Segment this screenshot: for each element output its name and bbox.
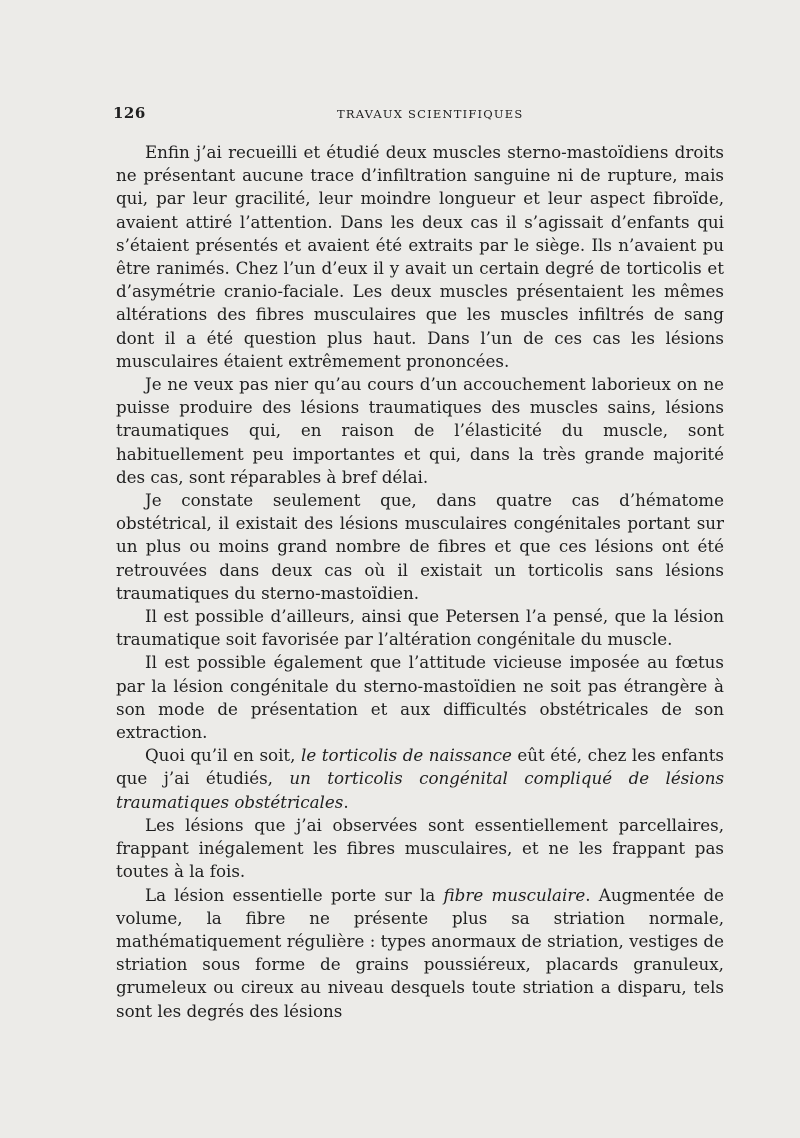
paragraph-8 [116,884,724,1023]
paragraph-4: Il est possible d’ailleurs, ainsi que Petersen l’a pensé, que la lésion traumatique soit favorisée par l’altération congénitale du muscle. [116,606,724,650]
running-title: TRAVAUX SCIENTIFIQUES [337,107,524,121]
paragraph-8-text-a: La lésion essentielle porte sur la [145,884,444,905]
paragraph-8-text-b: . Augmentée de volume, la fibre ne présente plus sa striation normale, mathématiquement régulière : types anormaux de striation, vestiges de striation sous forme de grains poussiéreux, placards granuleux, grumeleux ou cireux au niveau desquels toute striation a disparu, tels sont les degrés des lésions [116,884,724,1021]
italic-term-fibre-musculaire: fibre musculaire [443,884,586,905]
paragraph-7: Les lésions que j’ai observées sont essentiellement parcellaires, frappant inégalement les fibres musculaires, et ne les frappant pas toutes à la fois. [116,814,724,882]
paragraph-1: Enfin j’ai recueilli et étudié deux muscles sterno-mastoïdiens droits ne présentant aucune trace d’infiltration sanguine ni de rupture, mais qui, par leur gracilité, leur moindre longueur et leur aspect fibroïde, avaient attiré l’attention. Dans les deux cas il s’agissait d’enfants qui s’étaient présentés et avaient été extraits par le siège. Ils n’avaient pu être ranimés. Chez l’un d’eux il y avait un certain degré de torticolis et d’asymétrie cranio-faciale. Les deux muscles présentaient les mêmes altérations des fibres musculaires que les muscles infiltrés de sang dont il a été question plus haut. Dans l’un de ces cas les lésions musculaires étaient extrêmement prononcées. [116,142,724,371]
paragraph-6-text-a: Quoi qu’il en soit, [145,745,301,766]
paragraph-6-text-b: eût été, chez les enfants que j’ai étudiés, [116,745,724,789]
page-header [113,104,723,124]
paragraph-6-text-c: . [343,791,349,812]
paragraph-3: Je constate seulement que, dans quatre cas d’hématome obstétrical, il existait des lésions musculaires congénitales portant sur un plus ou moins grand nombre de fibres et que ces lésions ont été retrouvées dans deux cas où il existait un torticolis sans lésions traumatiques du sterno-mastoïdien. [116,490,724,603]
italic-term-torticolis-congenital: un torticolis congénital compliqué de lésions traumatiques obstétricales [116,768,725,812]
paragraph-2: Je ne veux pas nier qu’au cours d’un accouchement laborieux on ne puisse produire des lésions traumatiques des muscles sains, lésions traumatiques qui, en raison de l’élasticité du muscle, sont habituellement peu importantes et qui, dans la très grande majorité des cas, sont réparables à bref délai. [116,374,724,487]
paragraph-6 [116,744,724,814]
body-text [116,141,724,1023]
italic-term-torticolis-de-naissance: le torticolis de naissance [300,745,512,766]
page-number: 126 [113,104,146,122]
paragraph-5: Il est possible également que l’attitude vicieuse imposée au fœtus par la lésion congénitale du sterno-mastoïdien ne soit pas étrangère à son mode de présentation et aux difficultés obstétricales de son extraction. [116,652,724,743]
